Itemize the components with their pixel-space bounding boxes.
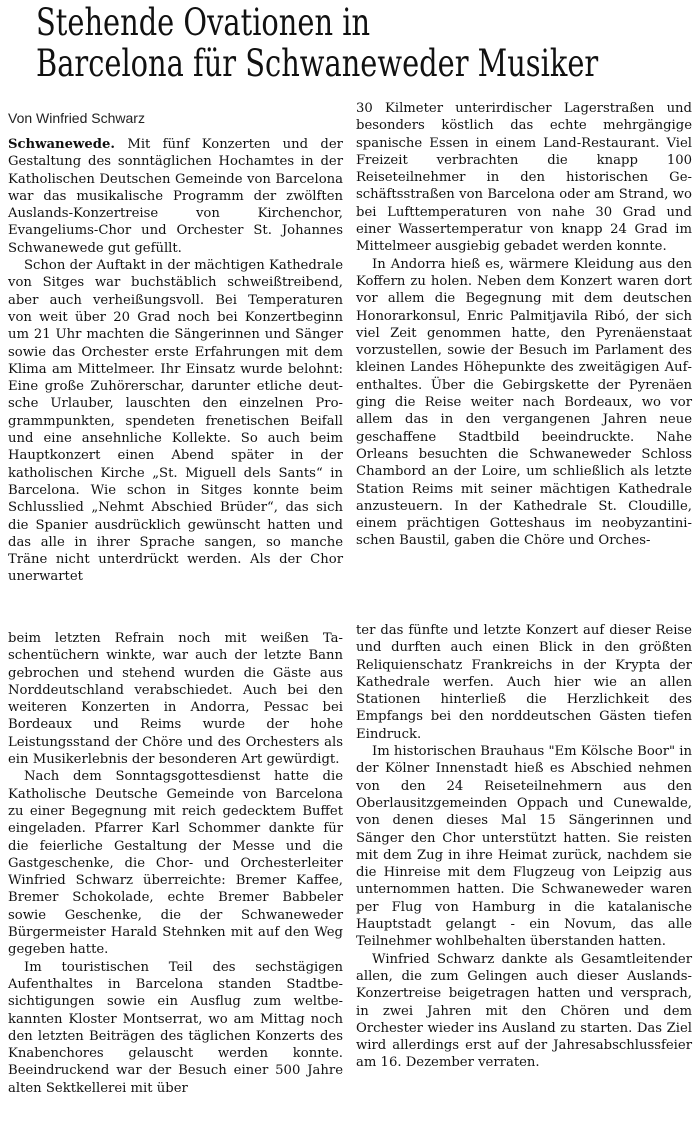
paragraph — [8, 136, 343, 257]
column-left-bottom — [8, 630, 343, 1097]
headline-line-2: Barcelona für Schwaneweder Musiker — [36, 42, 599, 85]
column-left-top — [8, 136, 343, 586]
dateline: Schwanewede. — [8, 137, 115, 152]
paragraph: Im historischen Brauhaus "Em Kölsche Boor" in der Kölner Innenstadt hieß es Abschied nehmen von den 24 Reiseteilnehmern aus den Oberlausitzgemeinden Oppach und Cunewalde, von denen dieses Mal 15 Sängerinnen und Sänger den Chor unterstützt hatten. Sie reisten mit dem Zug in ihre Heimat zurück, nachdem sie die Hinreise mit dem Flugzeug von Leipzig aus unternommen hatten. Die Schwaneweder waren per Flug von Hamburg in die katalanische Hauptstadt gelangt - ein Novum, das alle Teilnehmer wohlbehalten überstanden hatten. — [356, 744, 692, 950]
paragraph: Winfried Schwarz dankte als Gesamtleitender allen, die zum Gelingen auch dieser Auslands-Konzertreise beigetragen hatten und versprach, in zwei Jahren mit den Chören und dem Orchester wieder ins Ausland zu starten. Das Ziel wird allerdings erst auf der Jahresabschlussfeier am 16. Dezember verraten. — [356, 951, 692, 1071]
paragraph: 30 Kilmeter unterirdischer Lagerstraßen und besonders köstlich das echte mehrgängige spanische Essen in einem Land-Restaurant. Viel Freizeit verbrachten die knapp 100 Reiseteilnehmer in den historischen Geschäftsstraßen von Barcelona oder am Strand, wo bei Lufttemperaturen von nahe 30 Grad und einer Wassertemperatur von knapp 24 Grad im Mittelmeer ausgiebig gebadet werden konnte. — [356, 101, 692, 255]
paragraph: beim letzten Refrain noch mit weißen Taschentüchern winkte, war auch der letzte Bann gebrochen und stehend wurden die Gäste aus Norddeutschland verabschiedet. Auch bei den weiteren Konzerten in Andorra, Pessac bei Bordeaux und Reims wurde der hohe Leistungsstand der Chöre und des Orchesters als ein Musikerlebnis der besonderen Art gewürdigt. — [8, 631, 343, 768]
paragraph-text: Mit fünf Konzerten und der Gestaltung des sonntäglichen Hochamtes in der Katholischen Deutschen Gemeinde von Barcelona war das musikalische Programm der zwölften Auslands-Konzertreise von Kirchenchor, Evangeliums-Chor und Orchester St. Johannes Schwanewede gut gefüllt. — [8, 137, 343, 256]
article-headline — [36, 1, 599, 85]
headline-line-1: Stehende Ovationen in — [36, 1, 371, 44]
author-byline: Von Winfried Schwarz — [8, 110, 145, 126]
column-right-bottom — [356, 622, 692, 1072]
paragraph: In Andorra hieß es, wärmere Kleidung aus den Koffern zu holen. Neben dem Konzert waren dort vor allem die Begegnung mit dem deutschen Honorarkonsul, Enric Palmitjavila Ribó, der sich viel Zeit genommen hatte, den Pyrenäenstaat vorzustellen, sowie der Besuch im Parlament des kleinen Landes Höhepunkte des zweitägigen Aufenthaltes. Über die Gebirgskette der Pyrenäen ging die Reise weiter nach Bordeaux, wo vor allem das in den vergangenen Jahren neue geschaffene Stadtbild beeindruckte. Nahe Orleans besuchten die Schwaneweder Schloss Chambord an der Loire, um schließlich als letzte Station Reims mit seiner mächtigen Kathedrale anzusteuern. In der Kathedrale St. Cloudille, einem prächtigen Gotteshaus im neobyzantinischen Baustil, gaben die Chöre und Orches- — [356, 256, 692, 549]
paragraph: Im touristischen Teil des sechstägigen Aufenthaltes in Barcelona standen Stadtbesichtigungen sowie ein Ausflug zum weltbekannten Kloster Montserrat, wo am Mittag noch den letzten Beiträgen des täglichen Konzerts des Knabenchores gelauscht werden konnte. Beeindruckend war der Besuch einer 500 Jahre alten Sektkellerei mit über — [8, 959, 343, 1096]
paragraph: Schon der Auftakt in der mächtigen Kathedrale von Sitges war buchstäblich schweißtreibend, aber auch verheißungsvoll. Bei Temperaturen von weit über 20 Grad noch bei Konzertbeginn um 21 Uhr machten die Sängerinnen und Sänger sowie das Orchester erste Erfahrungen mit dem Klima am Mittelmeer. Ihr Einsatz wurde belohnt: Eine große Zuhörerschar, darunter etliche deutsche Urlauber, lauschten den einzelnen Programmpunkten, spendeten frenetischen Beifall und eine ansehnliche Kollekte. So auch beim Hauptkonzert einen Abend später in der katholischen Kirche „St. Miguell dels Sants“ in Barcelona. Wie schon in Sitges konnte beim Schlusslied „Nehmt Abschied Brüder“, das sich die Spanier ausdrücklich gewünscht hatten und das alle in ihrer Sprache sangen, so manche Träne nicht unterdrückt werden. Als der Chor unerwartet — [8, 258, 343, 585]
paragraph: ter das fünfte und letzte Konzert auf dieser Reise und durften auch einen Blick in den größten Reliquienschatz Frankreichs in der Krypta der Kathedrale werfen. Auch hier wie an allen Stationen hinterließ die Herzlichkeit des Empfangs bei den norddeutschen Gästen tiefen Eindruck. — [356, 623, 692, 742]
paragraph: Nach dem Sonntagsgottesdienst hatte die Katholische Deutsche Gemeinde von Barcelona zu einer Begegnung mit reich gedecktem Buffet eingeladen. Pfarrer Karl Schommer dankte für die feierliche Gestaltung der Messe und die Gastgeschenke, die Chor- und Orchesterleiter Winfried Schwarz überreichte: Bremer Kaffee, Bremer Schokolade, echte Bremer Babbeler sowie Geschenke, die der Schwaneweder Bürgermeister Harald Stehnken mit auf den Weg gegeben hatte. — [8, 769, 343, 958]
column-right-top — [356, 100, 692, 550]
